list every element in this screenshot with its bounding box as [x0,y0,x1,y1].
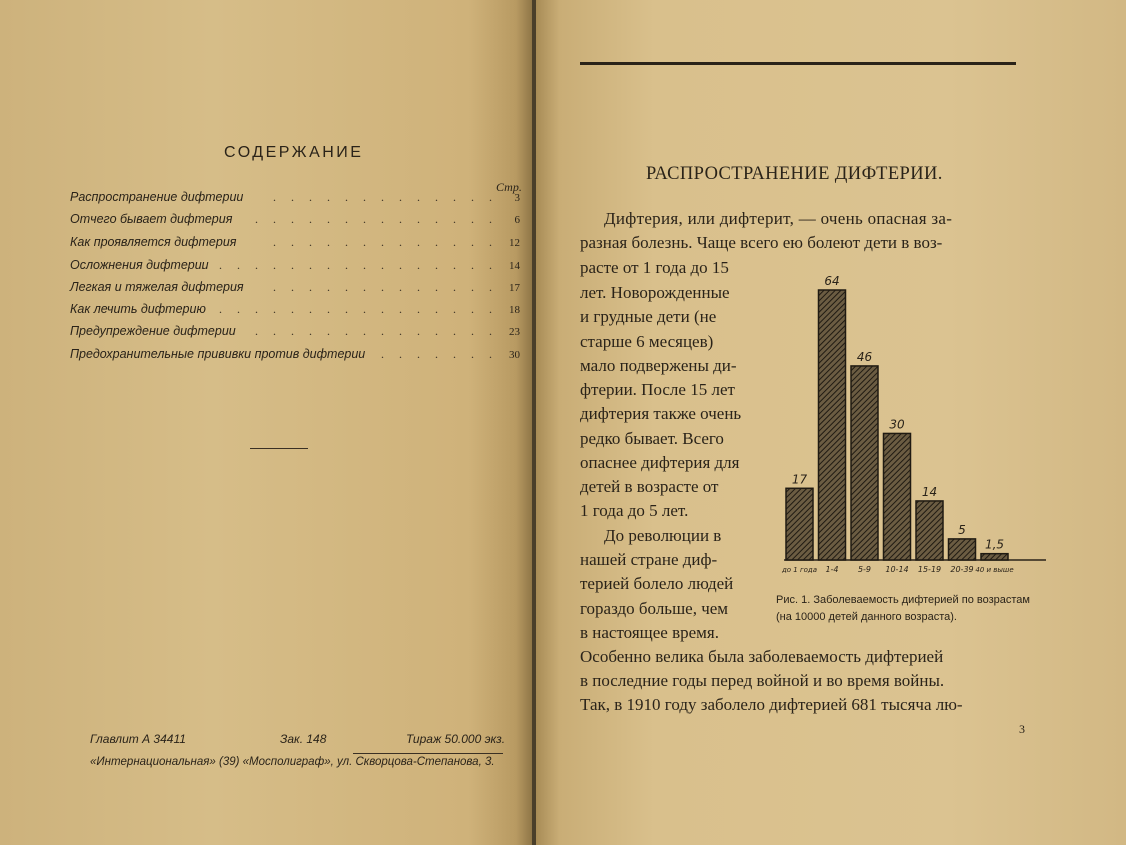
toc-entry[interactable] [70,235,520,257]
toc-leader-dots: . . . . . . . . . . . . . [273,190,498,204]
toc-entry[interactable] [70,347,520,369]
toc-entry-page: 12 [509,237,520,249]
incidence-bar-chart [776,264,1046,584]
body-line: Дифтерия, или дифтерит, — очень опасная за- [604,209,953,228]
toc-leader-dots: . . . . . . . . . . . . . . . . . [201,258,498,272]
chart-value-label: 1,5 [984,537,1005,552]
section-divider [250,448,308,449]
left-page [0,0,532,845]
top-rule [580,62,1016,65]
toc-entry-label: Как проявляется дифтерия [70,235,237,249]
body-line: Так, в 1910 году заболело дифтерией 681 тысяча лю- [580,695,963,714]
toc-entry-label: Осложнения дифтерии [70,258,209,272]
toc-entry-page: 23 [509,326,520,338]
chart-category-label: 5-9 [857,565,872,574]
chart-value-label: 46 [856,349,873,364]
print-run: Тираж 50.000 экз. [406,732,506,746]
body-line: опаснее дифтерия для [580,453,740,472]
toc-entry[interactable] [70,280,520,302]
toc-entry-page: 14 [509,260,520,272]
chart-bar [916,501,943,560]
body-line: в настоящее время. [580,623,719,642]
footer-rule [353,753,503,754]
chart-category-label: до 1 года [781,566,818,574]
chart-bar [949,539,976,560]
page-number: 3 [1019,722,1025,736]
chart-bar [981,554,1008,560]
body-line: мало подвержены ди- [580,356,737,375]
chart-bar [819,290,846,560]
toc-entry[interactable] [70,302,520,324]
body-line: фтерии. После 15 лет [580,380,735,399]
toc-leader-dots: . . . . . . . . . . . . . . [255,324,498,338]
chart-value-label: 30 [889,417,905,432]
right-page [536,0,1126,845]
chart-category-label: 20-39 [950,565,974,574]
chart-value-label: 64 [824,274,840,288]
body-line: гораздо больше, чем [580,599,729,618]
body-line: детей в возрасте от [580,477,719,496]
chart-category-label: 10-14 [885,565,909,574]
chart-value-label: 5 [958,522,966,537]
toc-entry-page: 18 [509,304,520,316]
chart-value-label: 17 [791,472,808,487]
chart-value-label: 14 [921,484,938,499]
chart-category-label: 15-19 [917,565,942,574]
body-line: дифтерия также очень [580,404,742,423]
toc-leader-dots: . . . . . . . [381,347,498,361]
toc-entry-label: Как лечить дифтерию [70,302,206,316]
figure-caption: Рис. 1. Заболеваемость дифтерией по возрастам (на 10000 детей данного возраста). [776,594,1030,623]
toc-entry-page: 17 [509,282,520,294]
toc-entry[interactable] [70,258,520,280]
body-line: разная болезнь. Чаще всего ею болеют дети в воз- [580,233,943,252]
body-line: Особенно велика была заболеваемость дифтерией [580,647,944,666]
toc-entry-label: Отчего бывает дифтерия [70,212,233,226]
order-number: Зак. 148 [280,732,327,746]
glavlit-number: Главлит А 34411 [90,732,186,746]
body-line: До революции в [604,526,722,545]
toc-leader-dots: . . . . . . . . . . . . . [273,235,498,249]
toc-entry-label: Предупреждение дифтерии [70,324,236,338]
body-line: старше 6 месяцев) [580,332,714,351]
chapter-heading: РАСПРОСТРАНЕНИЕ ДИФТЕРИИ. [646,164,943,184]
body-line: нашей стране диф- [580,550,718,569]
body-line: и грудные дети (не [580,307,717,326]
body-line: редко бывает. Всего [580,429,724,448]
chart-bar [786,488,813,560]
toc-entry[interactable] [70,324,520,346]
chart-category-label: 1-4 [825,565,839,574]
body-line: лет. Новорожденные [580,283,730,302]
toc-leader-dots: . . . . . . . . . . . . . . [255,212,498,226]
page-column-header: Стр. [496,180,522,194]
toc-entry-label: Распространение дифтерии [70,190,244,204]
toc-entry[interactable] [70,212,520,234]
chart-category-label: 40 и выше [975,566,1014,574]
chart-bar [884,433,911,560]
toc-entry-label: Предохранительные прививки против дифтерии [70,347,366,361]
toc-leader-dots: . . . . . . . . . . . . . [273,280,498,294]
body-line: расте от 1 года до 15 [580,258,729,277]
toc-entry[interactable] [70,190,520,212]
toc-leader-dots: . . . . . . . . . . . . . . . . [219,302,498,316]
toc-entry-label: Легкая и тяжелая дифтерия [70,280,244,294]
printer-imprint: «Интернациональная» (39) «Мосполиграф», ул. Скворцова-Степанова, 3. [90,756,495,768]
toc-entry-page: 6 [514,214,520,226]
toc-entry-page: 3 [514,192,520,204]
body-line: 1 года до 5 лет. [580,501,689,520]
toc-entry-page: 30 [509,349,520,361]
chart-bar [851,366,878,560]
body-line: терией болело людей [580,574,734,593]
body-line: в последние годы перед войной и во время войны. [580,671,945,690]
toc-title: СОДЕРЖАНИЕ [224,144,364,161]
